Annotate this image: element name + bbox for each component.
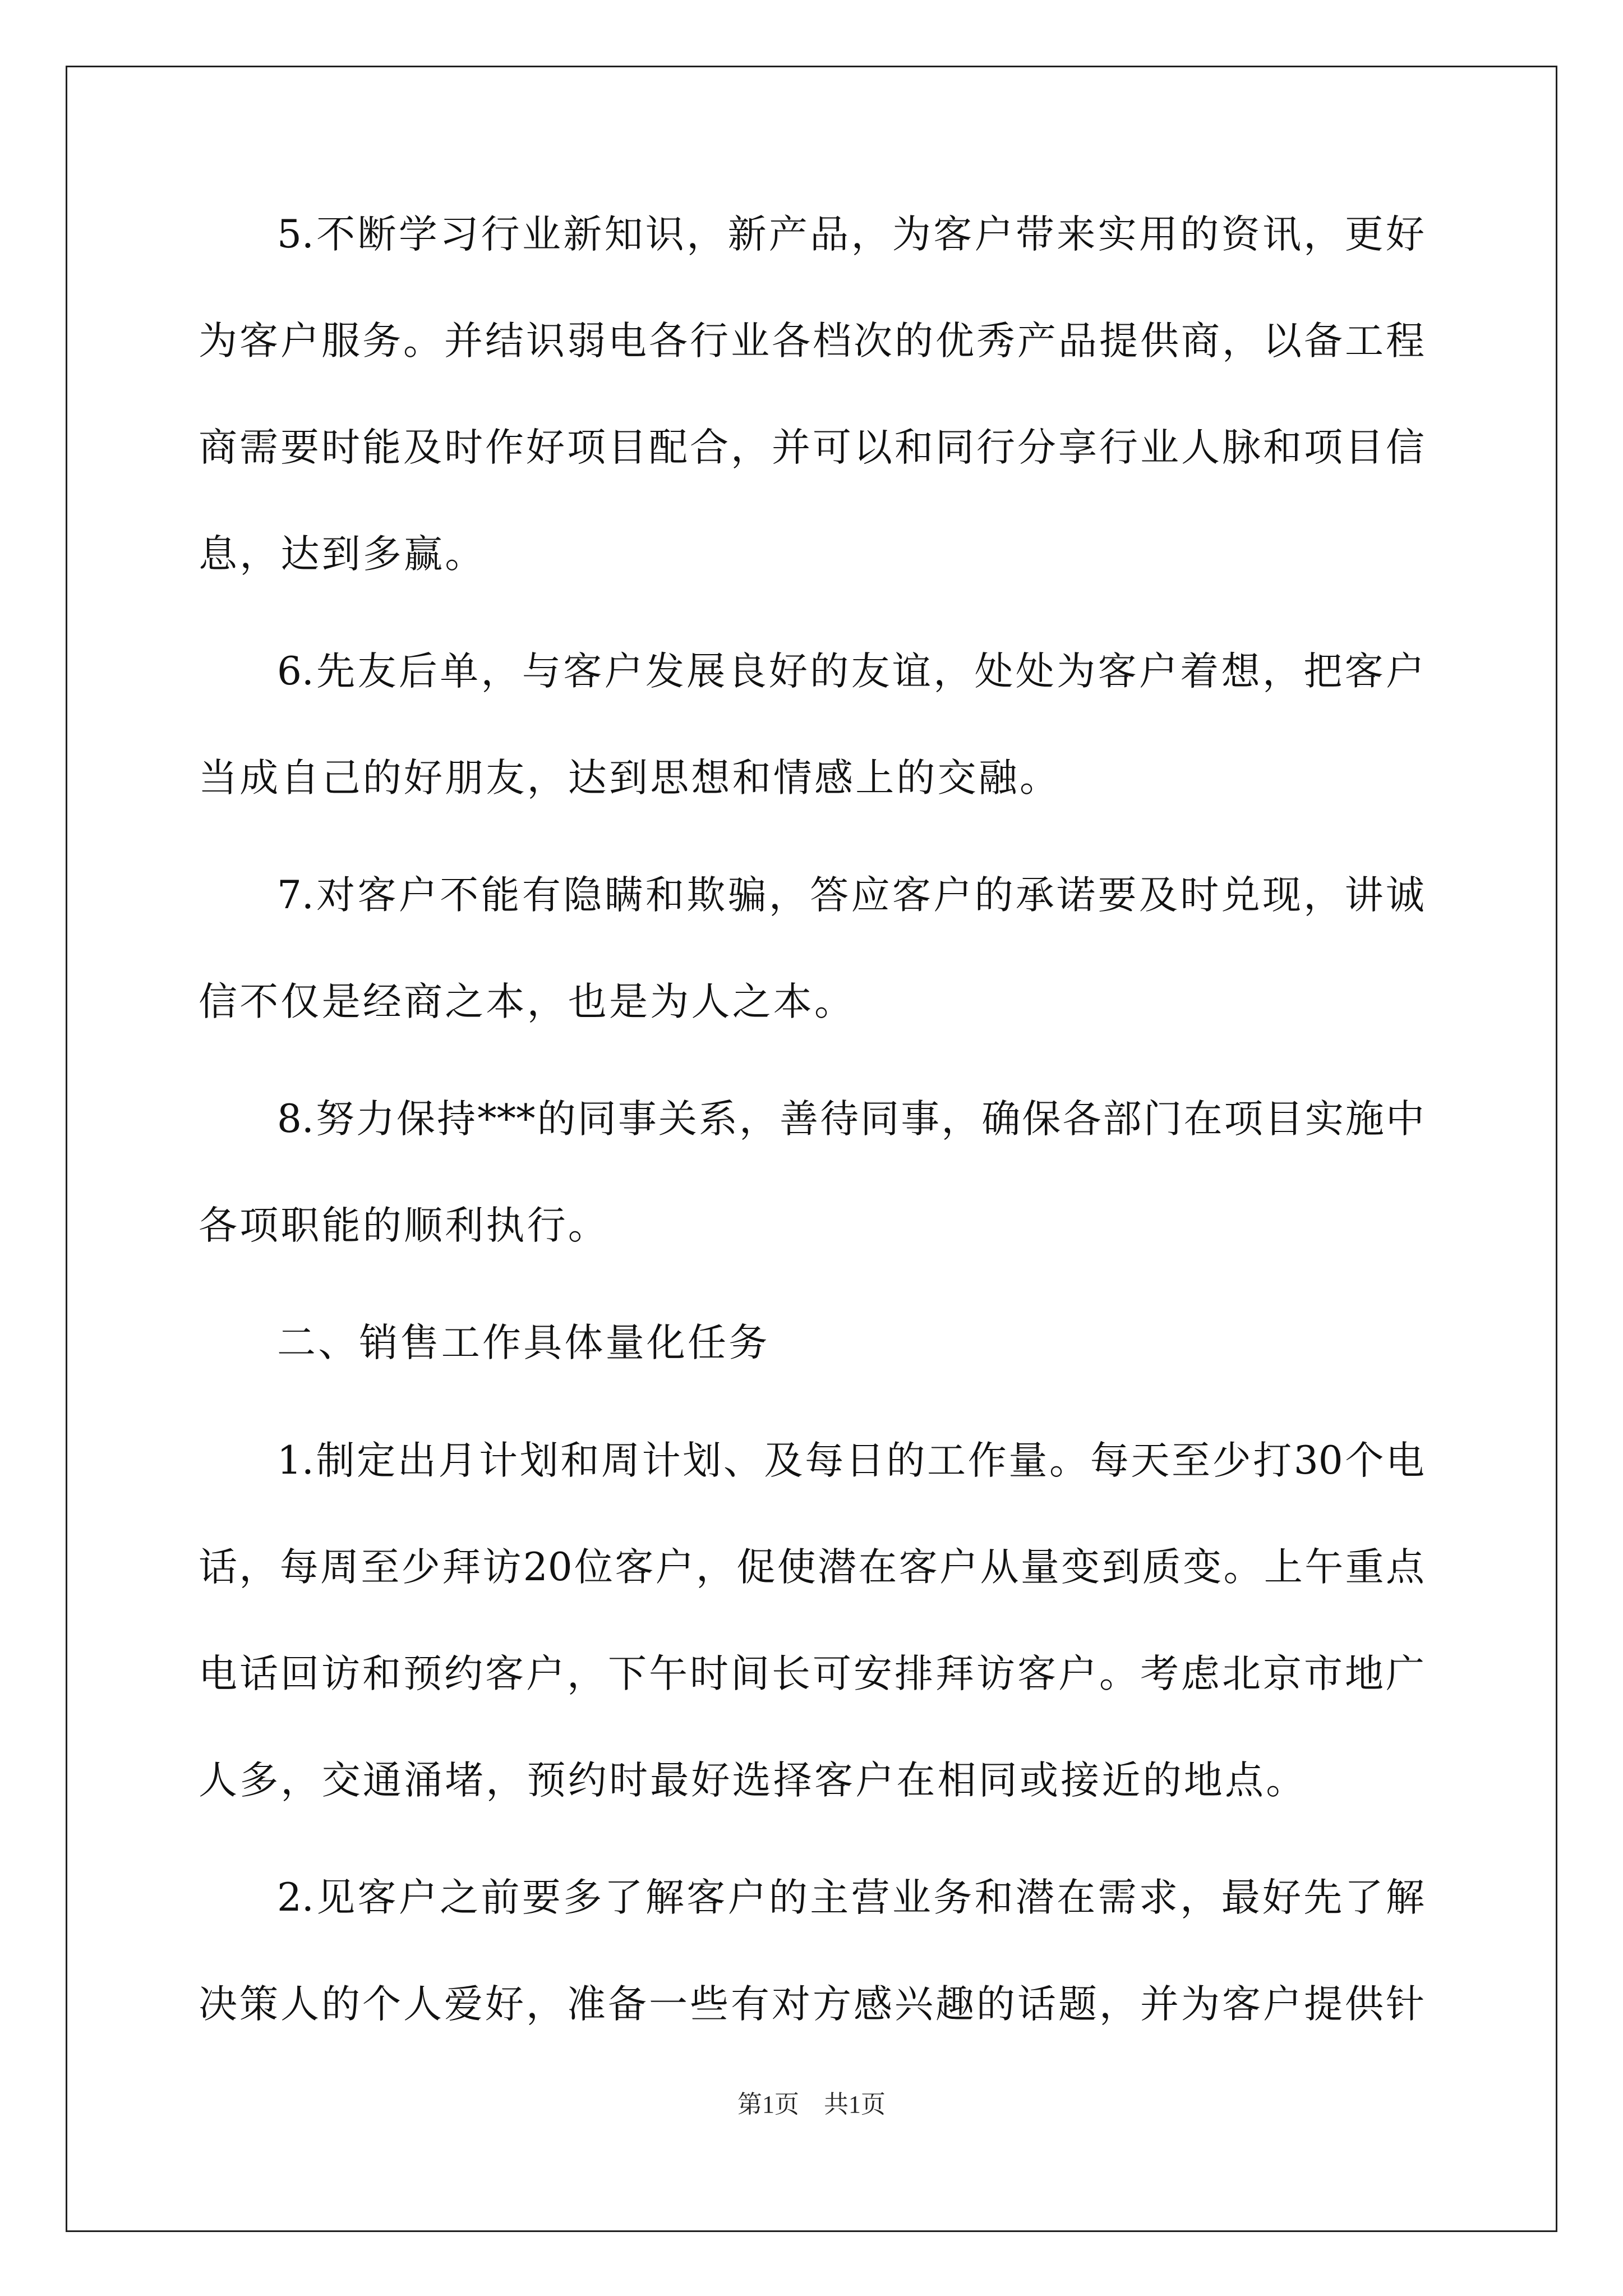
paragraph-5-line-2: 为客户服务。并结识弱电各行业各档次的优秀产品提供商，以备工程: [199, 319, 1424, 364]
paragraph-7-line-2: 信不仅是经商之本，也是为人之本。: [199, 979, 856, 1024]
paragraph-5-line-3: 商需要时能及时作好项目配合，并可以和同行分享行业人脉和项目信: [199, 425, 1424, 470]
task-1-line-4: 人多，交通涌堵，预约时最好选择客户在相同或接近的地点。: [199, 1758, 1307, 1803]
task-1-line-1: 1.制定出月计划和周计划、及每日的工作量。每天至少打30个电: [277, 1438, 1424, 1483]
paragraph-8-line-2: 各项职能的顺利执行。: [199, 1203, 609, 1248]
page-number-footer: 第1页 共1页: [737, 2091, 886, 2118]
task-2-line-1: 2.见客户之前要多了解客户的主营业务和潜在需求，最好先了解: [277, 1875, 1424, 1920]
paragraph-6-line-2: 当成自己的好朋友，达到思想和情感上的交融。: [199, 756, 1061, 800]
task-1-line-3: 电话回访和预约客户，下午时间长可安排拜访客户。考虑北京市地广: [199, 1651, 1424, 1696]
paragraph-5-line-4: 息，达到多赢。: [199, 532, 486, 577]
paragraph-8-line-1: 8.努力保持***的同事关系，善待同事，确保各部门在项目实施中: [277, 1097, 1424, 1142]
paragraph-5-line-1: 5.不断学习行业新知识，新产品，为客户带来实用的资讯，更好: [277, 212, 1424, 257]
task-1-line-2: 话，每周至少拜访20位客户，促使潜在客户从量变到质变。上午重点: [199, 1545, 1424, 1590]
task-2-line-2: 决策人的个人爱好，准备一些有对方感兴趣的话题，并为客户提供针: [199, 1982, 1424, 2027]
section-heading: 二、销售工作具体量化任务: [277, 1320, 770, 1365]
paragraph-7-line-1: 7.对客户不能有隐瞒和欺骗，答应客户的承诺要及时兑现，讲诚: [277, 873, 1424, 918]
paragraph-6-line-1: 6.先友后单，与客户发展良好的友谊，处处为客户着想，把客户: [277, 649, 1424, 694]
